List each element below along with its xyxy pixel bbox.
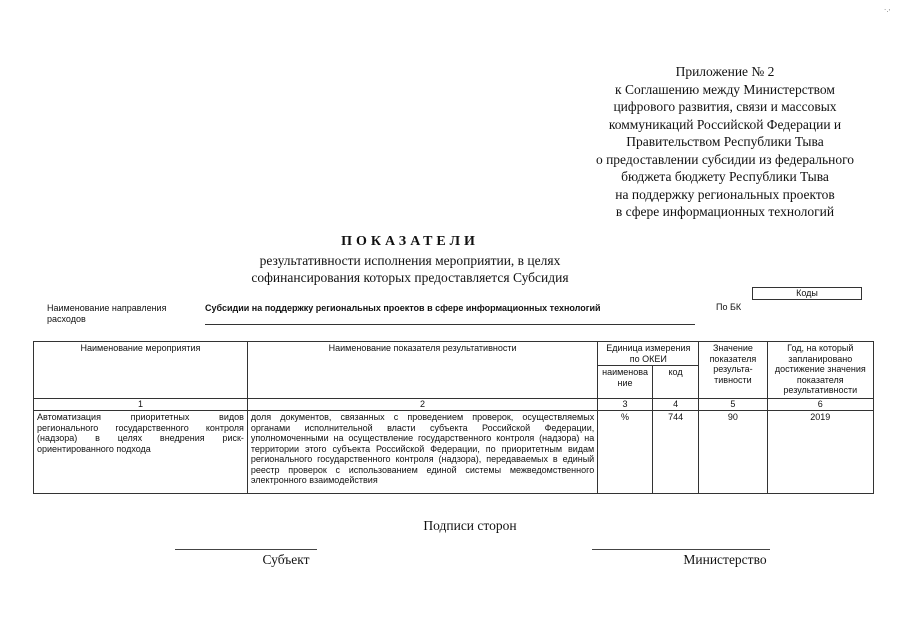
signatures-heading: Подписи сторон [423,518,517,533]
annex-line: бюджета бюджету Республики Тыва [621,169,829,184]
column-number-row [34,399,874,411]
annex-line: на поддержку региональных проектов [615,186,835,202]
header-unit-code: код [652,366,699,399]
annex-line: Правительством Республики Тыва [626,134,824,149]
table-row [34,411,874,494]
cell-value: 90 [699,411,767,494]
subtitle-line: результативности исполнения мероприятии, в целях [259,253,561,268]
header-activity: Наименование мероприятия [34,342,248,399]
indicators-table [33,341,874,494]
codes-box: Коды [752,287,862,300]
column-number: 2 [247,399,597,411]
cell-indicator: доля документов, связанных с проведением проверок, осуществляемых органами исполнительной власти субъекта Российской Федерации, уполномоченными на осуществление государственного контроля (надзора) на территории этого субъекта Российской Федерации, по приоритетным видам регионального государственного контроля (надзора), передаваемых в единый реестр проверок с использованием единой системы межведомственного электронного взаимодействия [247,411,597,494]
bk-label: По БК [716,302,742,312]
signature-label-right: Министерство [683,552,767,567]
annex-line: Приложение № 2 [675,64,775,79]
direction-label: Наименование направления расходов [47,303,167,324]
column-number: 4 [652,399,699,411]
document-title: ПОКАЗАТЕЛИ [341,234,479,249]
header-year: Год, на который запланировано достижение значения показателя результативности [767,342,873,399]
header-value: Значение показателя результа- тивности [699,342,767,399]
table-header-row [34,342,874,366]
signature-label-left: Субъект [262,552,310,567]
cell-activity: Автоматизация приоритетных видов регионального государственного контроля (надзора) в целях внедрения риск-ориентированного подхода [34,411,248,494]
direction-value: Субсидии на поддержку региональных проектов в сфере информационных технологий [205,303,695,325]
annex-line: к Соглашению между Министерством [615,81,835,97]
cell-unit-name: % [598,411,653,494]
column-number: 6 [767,399,873,411]
signature-line-left [175,549,317,550]
column-number: 3 [598,399,653,411]
annex-line: цифрового развития, связи и массовых [613,99,837,114]
column-number: 1 [34,399,248,411]
header-unit: Единица измерения по ОКЕИ [598,342,699,366]
annex-header [560,63,890,221]
subtitle-line: софинансирования которых предоставляется Субсидия [251,270,569,285]
cell-year: 2019 [767,411,873,494]
cell-unit-code: 744 [652,411,699,494]
scan-mark: `·' [884,8,890,16]
annex-line: в сфере информационных технологий [615,204,835,219]
document-subtitle [180,252,640,286]
column-number: 5 [699,399,767,411]
header-indicator: Наименование показателя результативности [247,342,597,399]
annex-line: коммуникаций Российской Федерации и [608,116,842,132]
annex-line: о предоставлении субсидии из федерального [595,151,855,167]
header-unit-name: наименова ние [598,366,653,399]
signature-line-right [592,549,770,550]
